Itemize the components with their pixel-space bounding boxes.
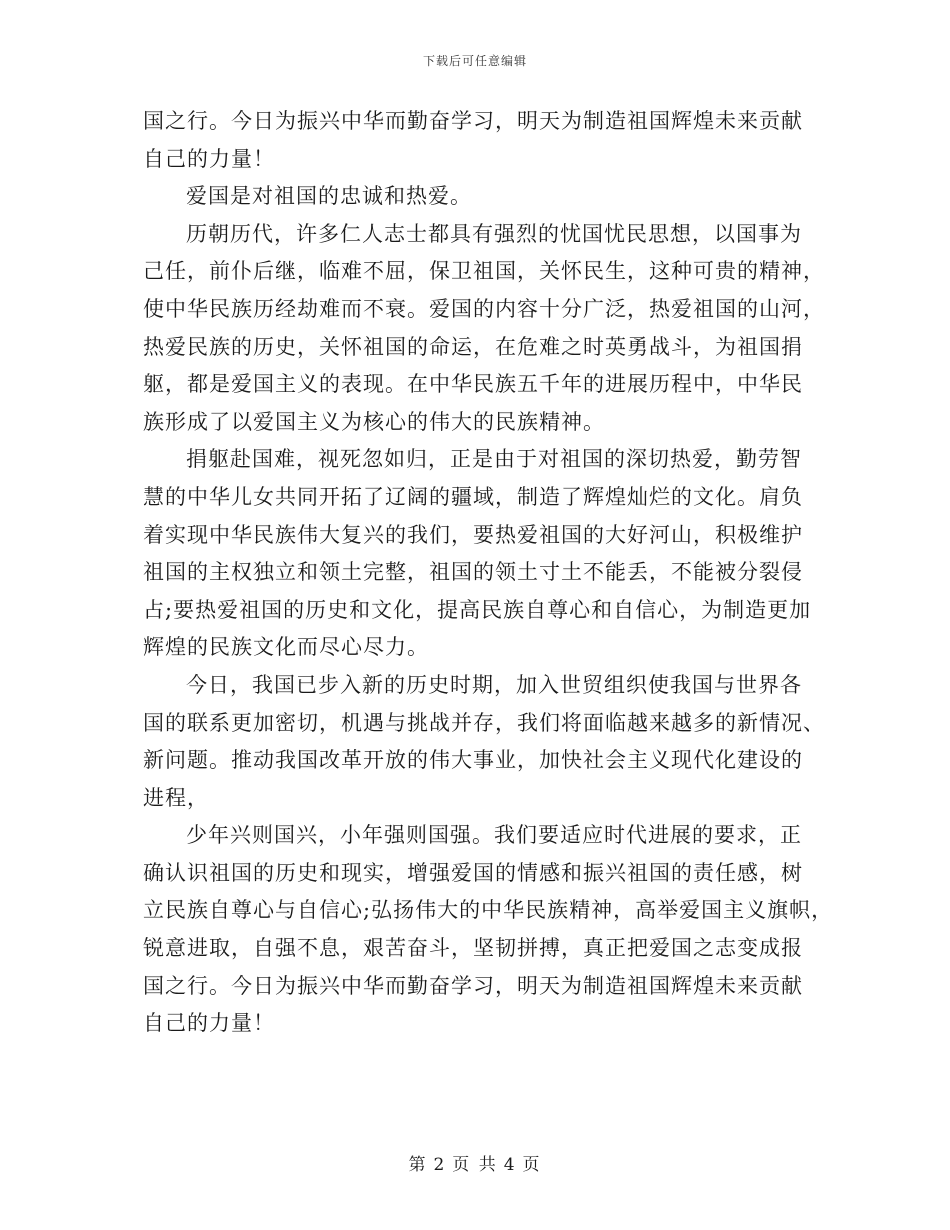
- footer-current-page: 2: [433, 1155, 447, 1175]
- text-line: 今日，我国已步入新的历史时期，加入世贸组织使我国与世界各: [186, 672, 802, 697]
- footer-total-pages: 4: [503, 1155, 517, 1175]
- text-line: 使中华民族历经劫难而不衰。爱国的内容十分广泛，热爱祖国的山河，: [143, 296, 825, 321]
- text-line: 少年兴则国兴，小年强则国强。我们要适应时代进展的要求，正: [186, 823, 802, 848]
- text-line: 国之行。今日为振兴中华而勤奋学习，明天为制造祖国辉煌未来贡献: [143, 109, 803, 133]
- page-header: 下载后可任意编辑: [422, 54, 527, 68]
- text-line: 锐意进取，自强不息，艰苦奋斗，坚韧拼搏，真正把爱国之志变成报: [143, 936, 803, 961]
- footer-middle: 页 共: [452, 1155, 498, 1175]
- text-line: 爱国是对祖国的忠诚和热爱。: [186, 184, 472, 209]
- text-line: 着实现中华民族伟大复兴的我们，要热爱祖国的大好河山，积极维护: [143, 522, 803, 547]
- text-line: 辉煌的民族文化而尽心尽力。: [143, 635, 429, 660]
- text-line: 热爱民族的历史，关怀祖国的命运，在危难之时英勇战斗，为祖国捐: [143, 334, 803, 359]
- text-line: 自己的力量！: [143, 146, 275, 171]
- text-line: 立民族自尊心与自信心;弘扬伟大的中华民族精神，高举爱国主义旗帜，: [143, 898, 834, 923]
- footer-suffix: 页: [522, 1155, 542, 1175]
- text-line: 国的联系更加密切，机遇与挑战并存，我们将面临越来越多的新情况、: [143, 710, 825, 735]
- text-line: 躯，都是爱国主义的表现。在中华民族五千年的进展历程中，中华民: [143, 372, 803, 397]
- text-line: 历朝历代，许多仁人志士都具有强烈的忧国忧民思想，以国事为: [186, 221, 802, 246]
- document-body: [143, 103, 834, 1043]
- text-line: 捐躯赴国难，视死忽如归，正是由于对祖国的深切热爱，勤劳智: [186, 447, 802, 472]
- text-line: 国之行。今日为振兴中华而勤奋学习，明天为制造祖国辉煌未来贡献: [143, 973, 803, 998]
- text-line: 己任，前仆后继，临难不屈，保卫祖国，关怀民生，这种可贵的精神，: [143, 259, 825, 284]
- page-footer: [0, 1150, 950, 1175]
- text-line: 确认识祖国的历史和现实，增强爱国的情感和振兴祖国的责任感，树: [143, 860, 803, 885]
- text-line: 占;要热爱祖国的历史和文化，提高民族自尊心和自信心，为制造更加: [143, 597, 812, 622]
- text-line: 新问题。推动我国改革开放的伟大事业，加快社会主义现代化建设的: [143, 748, 803, 773]
- text-line: 祖国的主权独立和领土完整，祖国的领土寸土不能丢，不能被分裂侵: [143, 560, 803, 585]
- footer-prefix: 第: [408, 1155, 428, 1175]
- text-line: 自己的力量！: [143, 1011, 275, 1036]
- text-line: 进程，: [143, 785, 209, 810]
- text-line: 族形成了以爱国主义为核心的伟大的民族精神。: [143, 409, 605, 434]
- text-line: 慧的中华儿女共同开拓了辽阔的疆域，制造了辉煌灿烂的文化。肩负: [143, 484, 803, 509]
